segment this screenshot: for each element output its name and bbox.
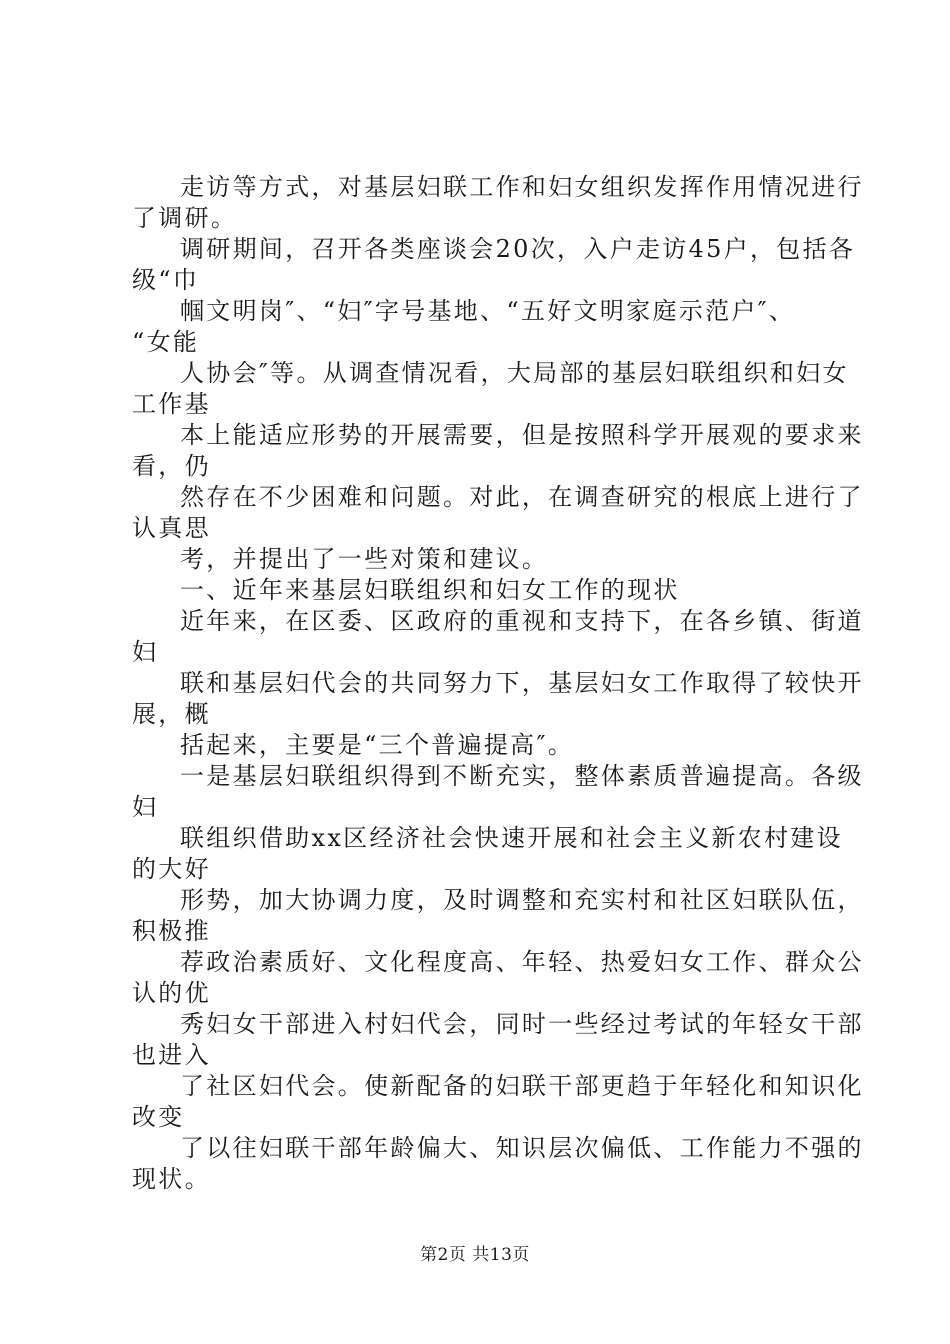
- text-line: 一是基层妇联组织得到不断充实，整体素质普遍提高。各级: [180, 762, 864, 790]
- text-line: 形势，加大协调力度，及时调整和充实村和社区妇联队伍，: [180, 886, 864, 914]
- text-line: 认真思: [132, 514, 211, 542]
- text-line: 走访等方式，对基层妇联工作和妇女组织发挥作用情况进行: [180, 173, 864, 201]
- text-line: 了社区妇代会。使新配备的妇联干部更趋于年轻化和知识化: [180, 1072, 864, 1100]
- text-line: 妇: [132, 793, 159, 821]
- body-text: [132, 172, 864, 1195]
- text-line: 本上能适应形势的开展需要，但是按照科学开展观的要求来: [180, 421, 864, 449]
- text-line: 展，概: [132, 700, 211, 728]
- text-line: 帼文明岗″、“妇″字号基地、“五好文明家庭示范户″、: [180, 297, 796, 325]
- text-line: 一、近年来基层妇联组织和妇女工作的现状: [180, 576, 680, 604]
- text-line: 现状。: [132, 1165, 211, 1193]
- text-line: 了调研。: [132, 204, 238, 232]
- text-line: 也进入: [132, 1041, 211, 1069]
- text-line: 妇: [132, 638, 159, 666]
- text-line: 看，仍: [132, 452, 211, 480]
- text-line: 人协会″等。从调查情况看，大局部的基层妇联组织和妇女: [180, 359, 849, 387]
- text-line: 调研期间，召开各类座谈会20次，入户走访45户，包括各: [180, 235, 856, 263]
- text-line: 秀妇女干部进入村妇代会，同时一些经过考试的年轻女干部: [180, 1010, 864, 1038]
- text-line: 荐政治素质好、文化程度高、年轻、热爱妇女工作、群众公: [180, 948, 864, 976]
- text-line: 积极推: [132, 917, 211, 945]
- text-line: 考，并提出了一些对策和建议。: [180, 545, 549, 573]
- text-line: 的大好: [132, 855, 211, 883]
- text-line: 工作基: [132, 390, 211, 418]
- text-line: 然存在不少困难和问题。对此，在调查研究的根底上进行了: [180, 483, 864, 511]
- text-line: 认的优: [132, 979, 211, 1007]
- page-footer: 第2页 共13页: [420, 1245, 530, 1265]
- text-line: 括起来，主要是“三个普遍提高″。: [180, 731, 575, 759]
- text-line: 近年来，在区委、区政府的重视和支持下，在各乡镇、街道: [180, 607, 864, 635]
- text-line: 联组织借助xx区经济社会快速开展和社会主义新农村建设: [180, 824, 843, 852]
- text-line: 了以往妇联干部年龄偏大、知识层次偏低、工作能力不强的: [180, 1134, 864, 1162]
- text-line: 改变: [132, 1103, 185, 1131]
- text-line: “女能: [132, 328, 200, 356]
- text-line: 联和基层妇代会的共同努力下，基层妇女工作取得了较快开: [180, 669, 864, 697]
- text-line: 级“巾: [132, 266, 200, 294]
